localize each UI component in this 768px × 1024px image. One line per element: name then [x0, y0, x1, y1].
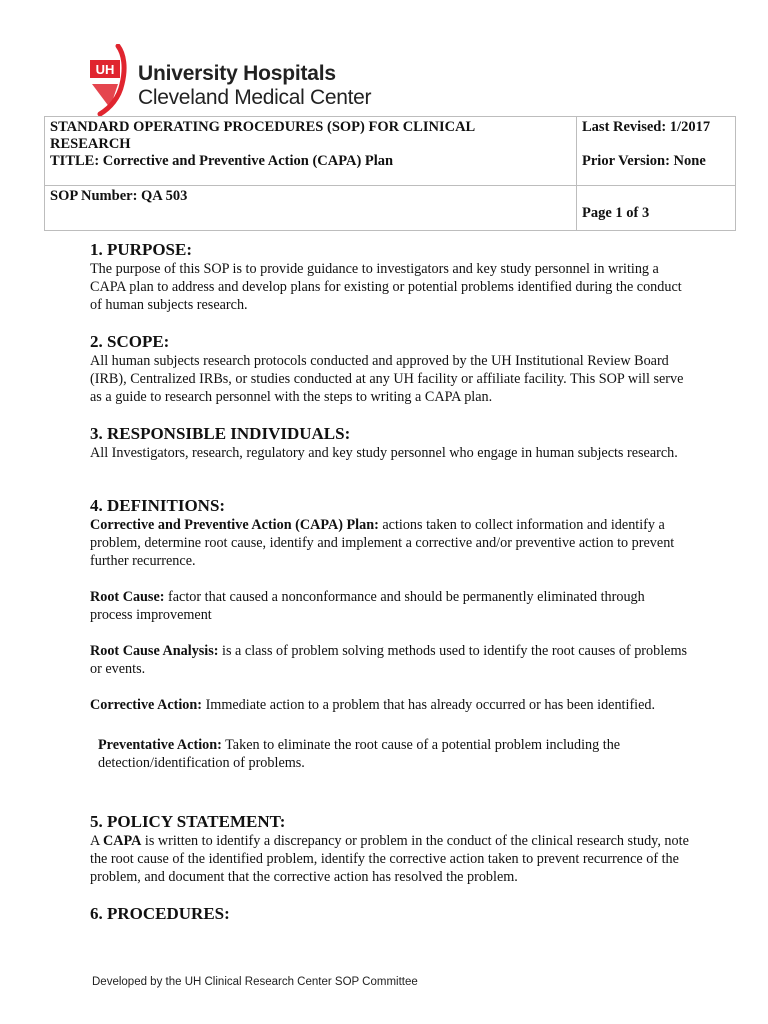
policy-term: CAPA [103, 833, 142, 849]
scope-heading: 2. SCOPE: [90, 332, 170, 351]
definition-term: Root Cause Analysis: [90, 643, 219, 659]
section-responsible-individuals [90, 424, 690, 462]
page-cell [577, 186, 736, 231]
sop-title-line-2: RESEARCH [50, 136, 131, 152]
section-scope [90, 332, 690, 406]
definition-term: Preventative Action: [98, 737, 222, 753]
definition-text: is a class of problem solving methods used to identify the root causes of problems or events. [90, 643, 687, 677]
definition-term: Corrective and Preventive Action (CAPA) Plan: [90, 517, 379, 533]
definition-text: Taken to eliminate the root cause of a potential problem including the detection/identification of problems. [98, 737, 621, 771]
svg-text:UH: UH [95, 62, 115, 77]
definitions-heading: 4. DEFINITIONS: [90, 496, 226, 515]
responsible-body: All Investigators, research, regulatory and key study personnel who engage in human subjects research. [90, 445, 678, 461]
last-revised: Last Revised: 1/2017 [582, 119, 711, 135]
purpose-body: The purpose of this SOP is to provide guidance to investigators and key study personnel in writing a CAPA plan to address and develop plans for existing or potential problems identified during the conduct of human subjects research. [90, 261, 682, 313]
uh-logo-icon [88, 44, 136, 116]
definition-term: Root Cause: [90, 589, 165, 605]
responsible-heading: 3. RESPONSIBLE INDIVIDUALS: [90, 424, 351, 443]
definition-term: Corrective Action: [90, 697, 203, 713]
policy-body [90, 832, 690, 886]
scope-body: All human subjects research protocols conducted and approved by the UH Institutional Review Board (IRB), Centralized IRBs, or studies conducted at any UH facility or affiliate facility. This SOP will serve as a guide to research personnel with the steps to writing a CAPA plan. [90, 353, 684, 405]
sop-header-table [44, 116, 736, 231]
section-purpose [90, 240, 690, 314]
page-number: Page 1 of 3 [582, 205, 650, 221]
sop-title-line-1: STANDARD OPERATING PROCEDURES (SOP) FOR CLINICAL [50, 119, 476, 135]
definition-text: actions taken to collect information and identify a problem, determine root cause, identify and implement a corrective and/or preventive action to prevent further recurrence. [90, 517, 675, 569]
sop-title-cell [45, 117, 577, 186]
policy-heading: 5. POLICY STATEMENT: [90, 812, 286, 831]
sop-number: SOP Number: QA 503 [50, 188, 188, 204]
page-footer: Developed by the UH Clinical Research Center SOP Committee [92, 976, 418, 988]
purpose-heading: 1. PURPOSE: [90, 240, 192, 259]
logo-line-1: University Hospitals [138, 62, 336, 85]
procedures-heading: 6. PROCEDURES: [90, 904, 230, 923]
definition-text: factor that caused a nonconformance and should be permanently eliminated through process improvement [90, 589, 645, 623]
uh-logo [88, 44, 378, 114]
definition-root-cause-analysis [90, 642, 690, 678]
revision-cell [577, 117, 736, 186]
definition-text: Immediate action to a problem that has already occurred or has been identified. [202, 697, 656, 713]
section-procedures [90, 904, 690, 924]
definition-root-cause [90, 588, 690, 624]
policy-prefix: A [90, 833, 104, 849]
document-title: TITLE: Corrective and Preventive Action (CAPA) Plan [50, 153, 394, 169]
definition-capa-plan [90, 516, 690, 570]
prior-version: Prior Version: None [582, 153, 706, 169]
definition-preventative-action [90, 736, 690, 772]
policy-text: is written to identify a discrepancy or problem in the conduct of the clinical research study, note the root cause of the identified problem, identify the corrective action taken to prevent recurrence of the problem, and document that the corrective action has resolved the problem. [90, 833, 689, 885]
sop-number-cell [45, 186, 577, 231]
section-definitions [90, 496, 690, 772]
definition-corrective-action [90, 696, 690, 714]
logo-line-2: Cleveland Medical Center [138, 86, 372, 109]
section-policy-statement [90, 812, 690, 886]
